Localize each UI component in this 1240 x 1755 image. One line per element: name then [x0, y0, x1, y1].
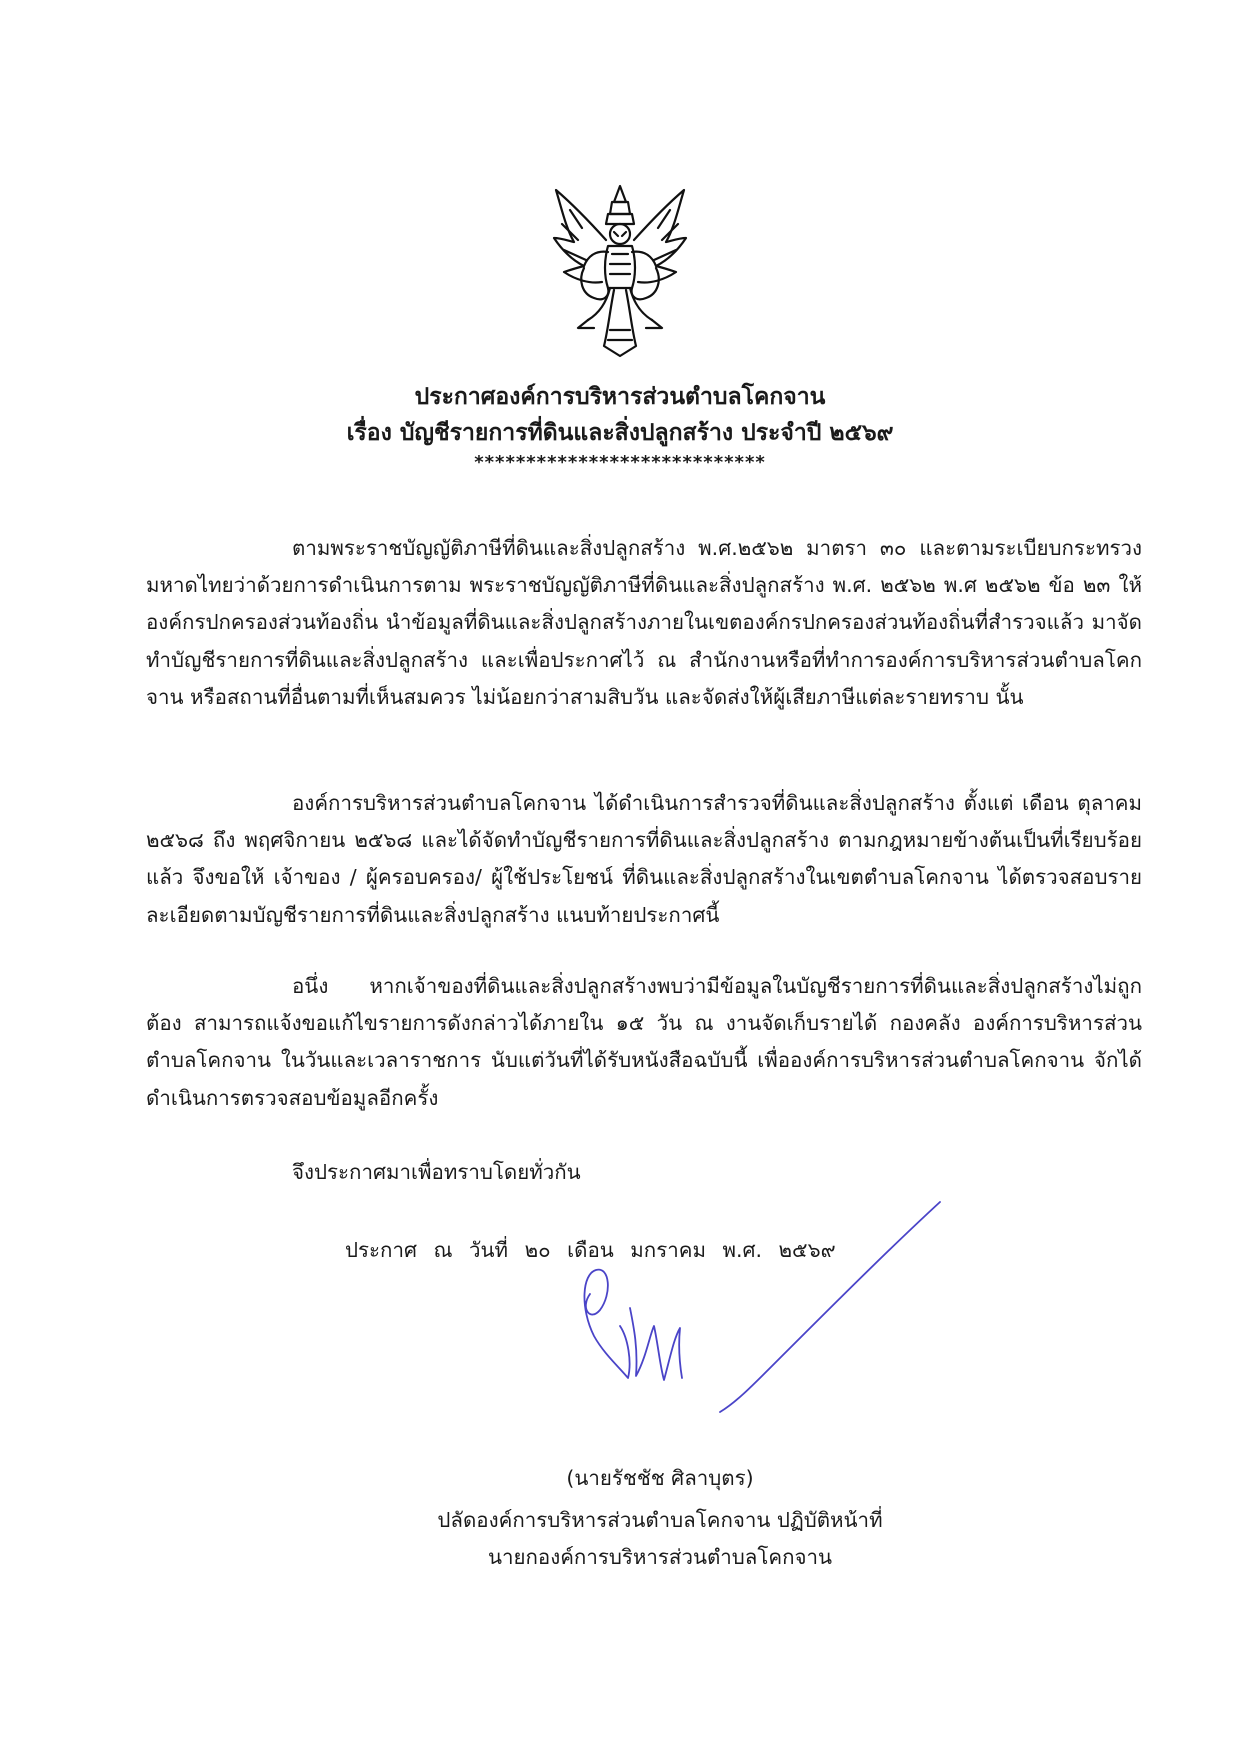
paragraph-1-text: ตามพระราชบัญญัติภาษีที่ดินและสิ่งปลูกสร้าง พ.ศ.๒๕๖๒ มาตรา ๓๐ และตามระเบียบกระทรวงมหาดไทยว่าด้วยการดำเนินการตาม พระราชบัญญัติภาษีที่ดินและสิ่งปลูกสร้าง พ.ศ. ๒๕๖๒ พ.ศ ๒๕๖๒ ข้อ ๒๓ ให้องค์กรปกครองส่วนท้องถิ่น นำข้อมูลที่ดินและสิ่งปลูกสร้างภายในเขตองค์กรปกครองส่วนท้องถิ่นที่สำรวจแล้ว มาจัดทำบัญชีรายการที่ดินและสิ่งปลูกสร้าง และเพื่อประกาศไว้ ณ สำนักงานหรือที่ทำการองค์การบริหารส่วนตำบลโคกจาน หรือสถานที่อื่นตามที่เห็นสมควร ไม่น้อยกว่าสามสิบวัน และจัดส่งให้ผู้เสียภาษีแต่ละรายทราบ นั้น	[146, 536, 1142, 709]
title-separator: ****************************	[474, 452, 766, 473]
paragraph-survey	[146, 785, 1142, 934]
garuda-emblem	[548, 180, 692, 360]
paragraph-legal-basis	[146, 530, 1142, 716]
paragraph-correction	[146, 968, 1142, 1117]
announcement-subject: เรื่อง บัญชีรายการที่ดินและสิ่งปลูกสร้าง ประจำปี ๒๕๖๙	[346, 420, 894, 446]
paragraph-3-text: อนึ่ง หากเจ้าของที่ดินและสิ่งปลูกสร้างพบว่ามีข้อมูลในบัญชีรายการที่ดินและสิ่งปลูกสร้างไม่ถูกต้อง สามารถแจ้งขอแก้ไขรายการดังกล่าวได้ภายใน ๑๕ วัน ณ งานจัดเก็บรายได้ กองคลัง องค์การบริหารส่วนตำบลโคกจาน ในวันและเวลาราชการ นับแต่วันที่ได้รับหนังสือฉบับนี้ เพื่อองค์การบริหารส่วนตำบลโคกจาน จักได้ดำเนินการตรวจสอบข้อมูลอีกครั้ง	[146, 974, 1142, 1110]
handwritten-signature	[570, 1198, 970, 1428]
signatory-name: (นายรัชชัช ศิลาบุตร)	[566, 1466, 754, 1490]
closing-statement: จึงประกาศมาเพื่อทราบโดยทั่วกัน	[292, 1160, 581, 1184]
announcement-date: ประกาศ ณ วันที่ ๒๐ เดือน มกราคม พ.ศ. ๒๕๖๙	[345, 1238, 836, 1262]
paragraph-2-text: องค์การบริหารส่วนตำบลโคกจาน ได้ดำเนินการสำรวจที่ดินและสิ่งปลูกสร้าง ตั้งแต่ เดือน ตุลาคม ๒๕๖๘ ถึง พฤศจิกายน ๒๕๖๘ และได้จัดทำบัญชีรายการที่ดินและสิ่งปลูกสร้าง ตามกฎหมายข้างต้นเป็นที่เรียบร้อยแล้ว จึงขอให้ เจ้าของ / ผู้ครอบครอง/ ผู้ใช้ประโยชน์ ที่ดินและสิ่งปลูกสร้างในเขตตำบลโคกจาน ได้ตรวจสอบรายละเอียดตามบัญชีรายการที่ดินและสิ่งปลูกสร้าง แนบท้ายประกาศนี้	[146, 791, 1142, 927]
signatory-position: ปลัดองค์การบริหารส่วนตำบลโคกจาน ปฏิบัติหน้าที่	[437, 1508, 883, 1532]
signatory-acting-position: นายกองค์การบริหารส่วนตำบลโคกจาน	[487, 1545, 833, 1569]
announcement-title: ประกาศองค์การบริหารส่วนตำบลโคกจาน	[414, 384, 826, 410]
